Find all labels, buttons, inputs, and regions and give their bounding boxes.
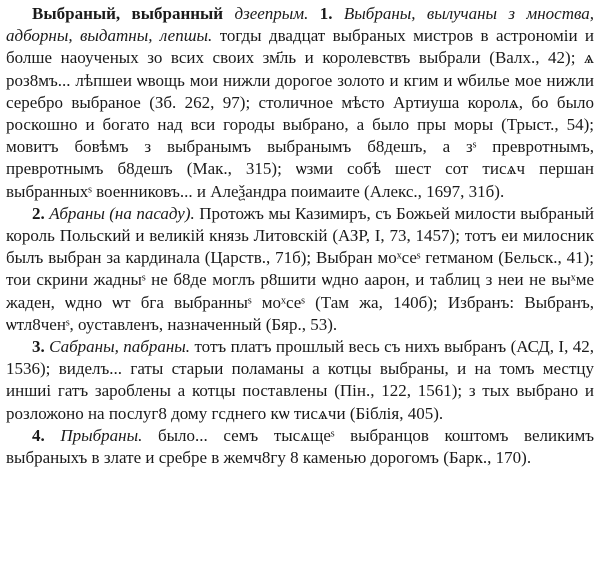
- sense-3-number: 3.: [32, 337, 45, 357]
- sense-3-gloss: Сабраны, пабраны.: [49, 337, 191, 357]
- sense-2-gloss: Абраны (на пасаду).: [49, 203, 195, 223]
- headword: Выбраный, выбранный: [32, 4, 224, 23]
- sense-1-gloss: Выбраны, вылучаны з мноства, адборны, выдатны, лепшы.: [6, 4, 595, 46]
- sense-2-paragraph: [6, 203, 594, 336]
- part-of-speech: дзеепрым.: [234, 4, 309, 23]
- sense-3-paragraph: [6, 336, 594, 425]
- sense-4-paragraph: [6, 425, 594, 469]
- dictionary-entry: [6, 3, 594, 469]
- sense-1-number: 1.: [319, 4, 333, 23]
- sense-4-text: было... семъ тысѧщеˢ выбранцов коштомъ великимъ выбраныхъ в злате и сребре в жемч8гу 8 каменью дорогомъ (Барк., 170).: [6, 425, 595, 468]
- sense-2-text: Протожъ мы Казимиръ, съ Божьей милости выбраный король Польский и великій князь Литовскій (АЗР, І, 73, 1457); тотъ еи милосник былъ выбран за кардинала (Царств., 71б); Выбран моˣсеˢ гетманом (Бельск., 41); тои скрини жадныˢ не б8де моглъ р8шити ѡдно аарон, и таблиц з неи не выˣме жаден, ѡдно ѡт бга выбранныˢ моˣсеˢ (Там жа, 140б); Избранъ: Выбранъ, ѡтл8ченˢ, оуставленъ, назначенный (Бяр., 53).: [6, 203, 595, 334]
- sense-3-text: тотъ платъ прошлый весь съ нихъ выбранъ (АСД, І, 42, 1536); виделъ... гаты старыи поламаны а котцы выбраны, и на томъ местцу иншиі гатъ зароблены а котцы поставлены (Пін., 122, 1561); з тых выбрано и розложоно на послуг8 дому гсднего кѡ тисѧчи (Біблія, 405).: [6, 337, 595, 423]
- sense-2-number: 2.: [32, 203, 45, 223]
- sense-1-text: тогды двадцат выбраных мистров в астрономіи и болше наоученых зо всих своих зм҃ль и королевствъ выбрали (Валх., 42); ѧ роз8мъ... лѣпшеи ѡвощь мои нижли дорогое золото и кгим и ѡбилье мое нижли серебро выбраное (Зб. 262, 97); столичное мѣсто Артиуша королѧ, бо было роскошно и богато над вси городы выбрано, а было пры моры (Трыст., 54); мовитъ бовѣмъ з выбранымъ выбранымъ б8дешъ, а зˢ превротнымъ, превротнымъ б8дешъ (Мак., 315); ѡзми собѣ шест сот тисѧч першан выбранныхˢ военниковъ... и Алеѯандра поимаите (Алекс., 1697, 31б).: [6, 26, 594, 201]
- sense-4-number: 4.: [32, 425, 45, 445]
- sense-1-paragraph: [6, 3, 594, 203]
- sense-4-gloss: Прыбраны.: [60, 425, 143, 445]
